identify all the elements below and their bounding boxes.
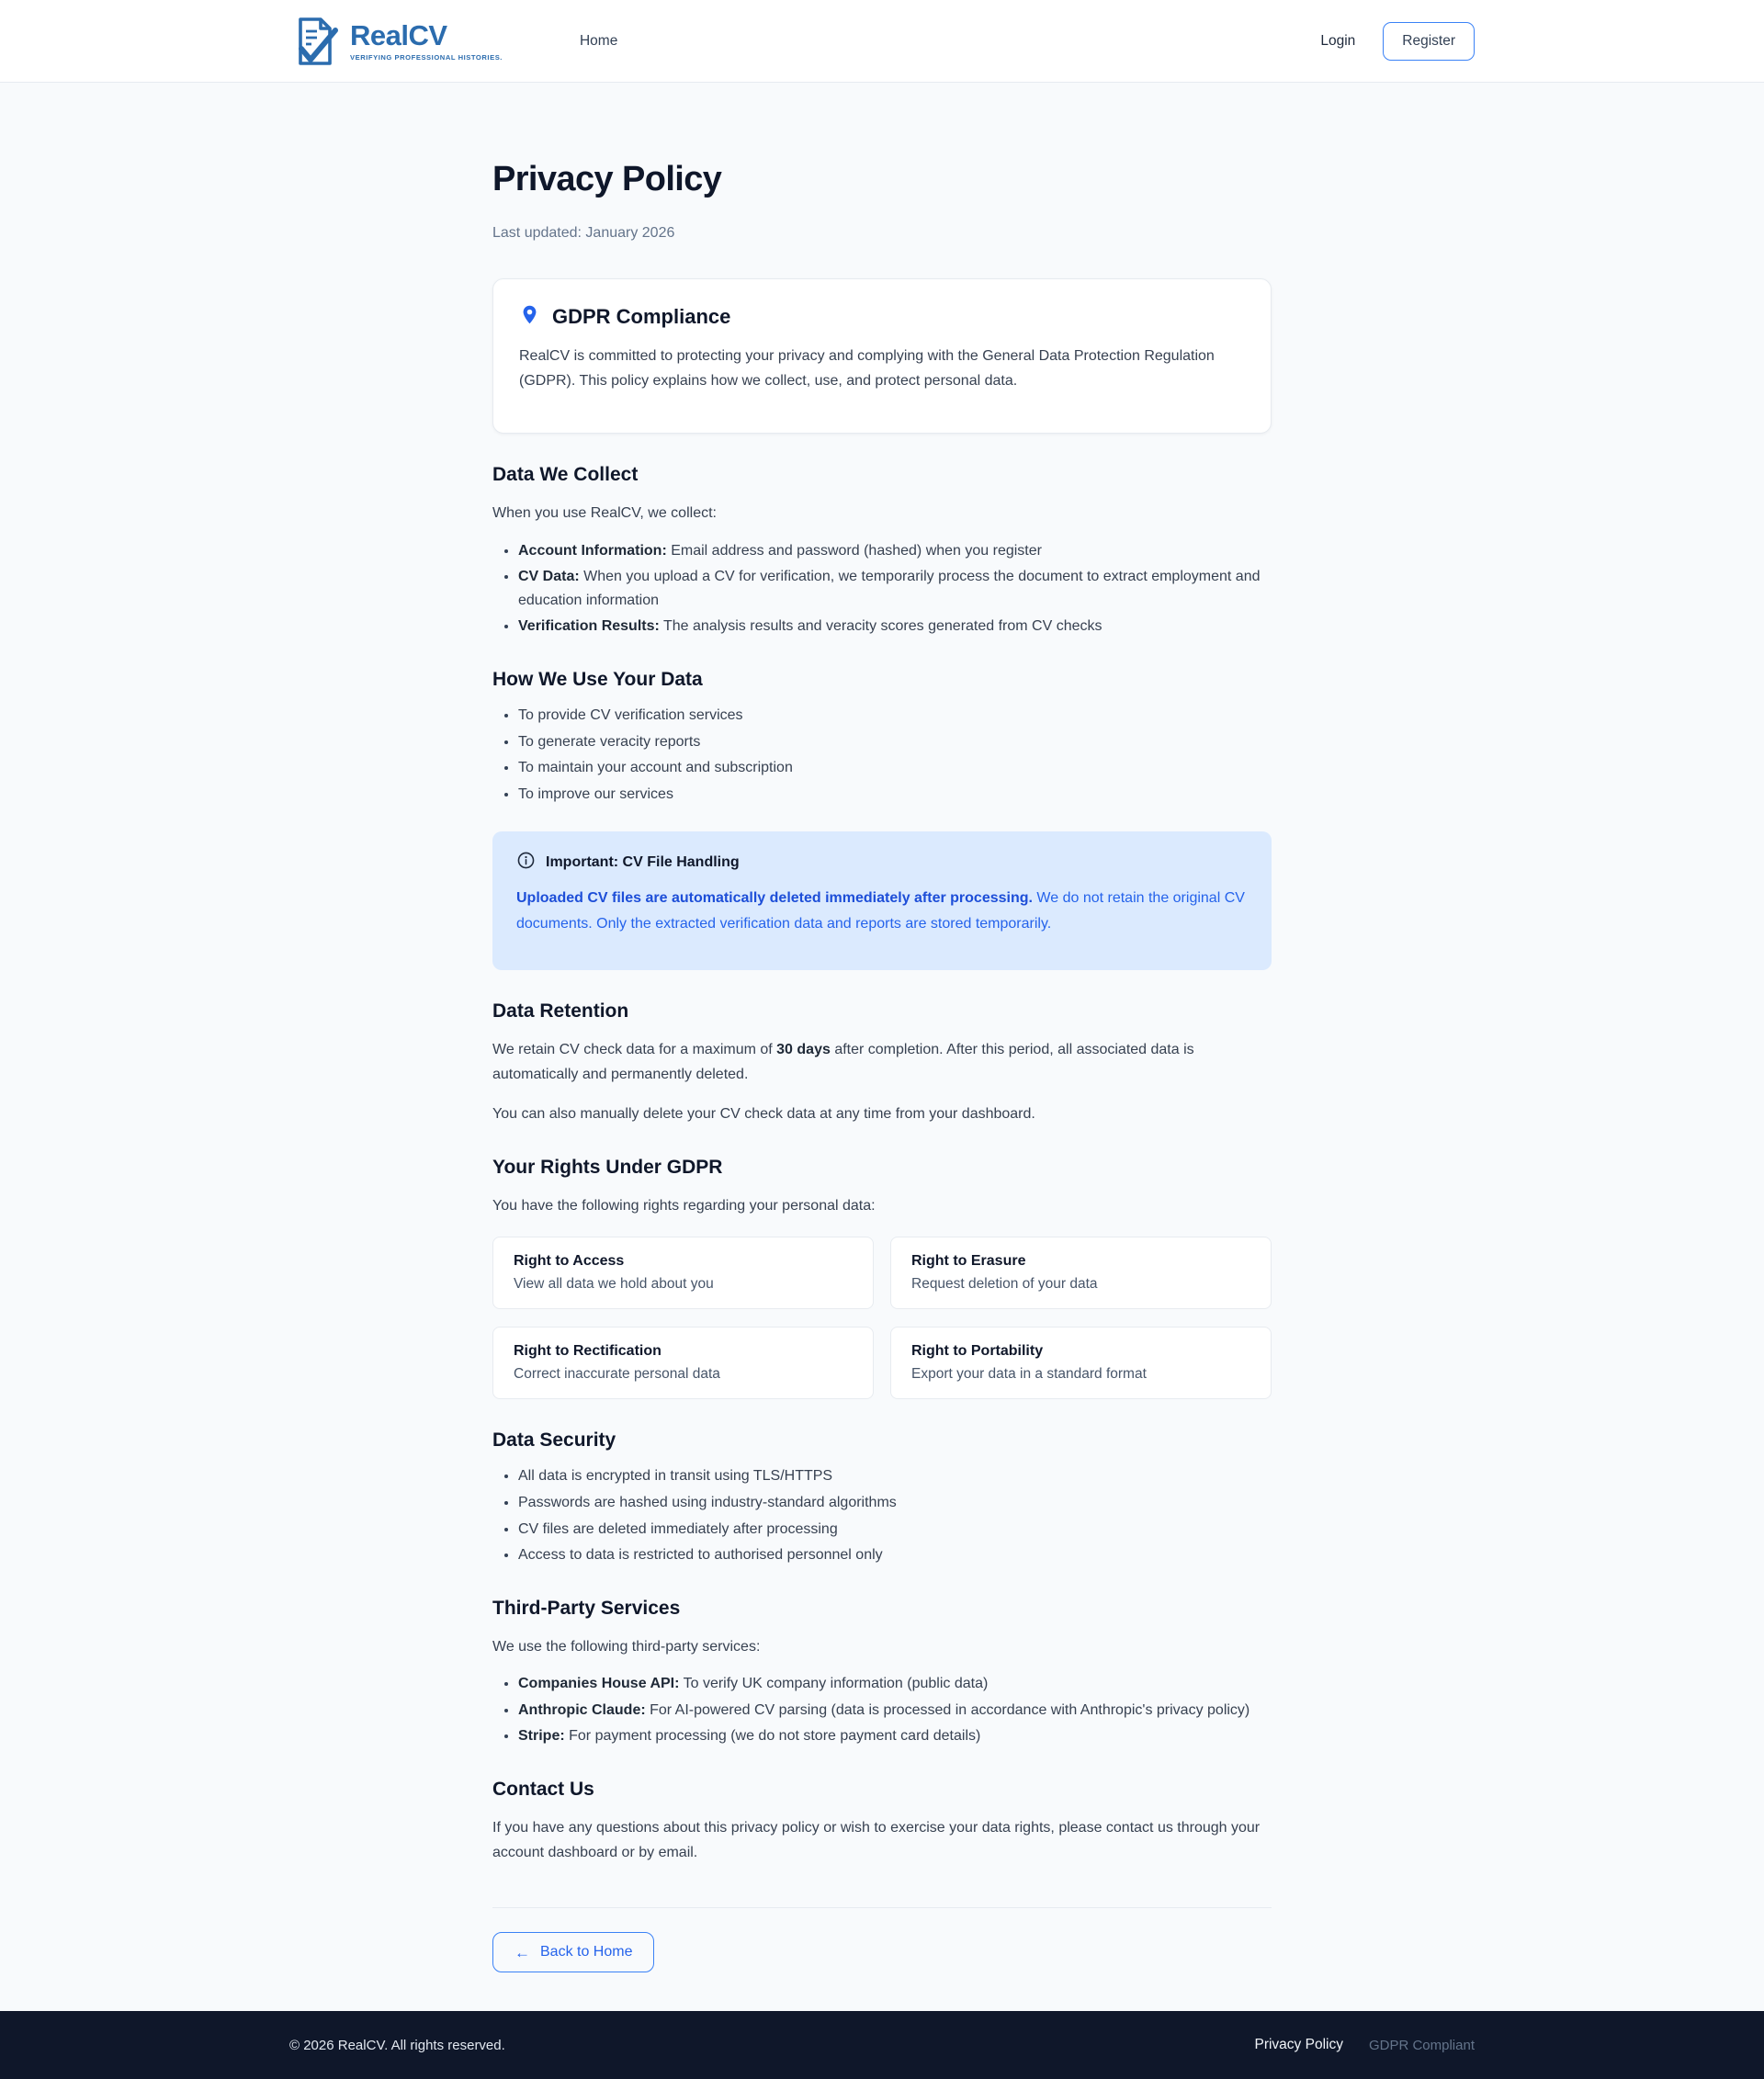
left-arrow-icon: ← bbox=[514, 1943, 530, 1961]
top-navigation-bar bbox=[0, 0, 1764, 83]
section-heading-contact: Contact Us bbox=[492, 1778, 594, 1800]
item-label: Verification Results: bbox=[518, 618, 660, 635]
list-item: • To improve our services bbox=[518, 783, 1272, 807]
section-heading-third-party: Third-Party Services bbox=[492, 1597, 681, 1619]
item-text: For payment processing (we do not store payment card details) bbox=[564, 1728, 981, 1745]
right-card-access bbox=[492, 1237, 874, 1309]
third-party-list bbox=[492, 1672, 1272, 1748]
item-text: The analysis results and veracity scores generated from CV checks bbox=[659, 618, 1102, 635]
copyright-text: © 2026 RealCV. All rights reserved. bbox=[289, 2037, 505, 2053]
item-text: Email address and password (hashed) when you register bbox=[666, 542, 1042, 559]
section-heading-rights: Your Rights Under GDPR bbox=[492, 1157, 723, 1179]
right-card-title: Right to Portability bbox=[911, 1343, 1044, 1360]
section-heading-data-retention: Data Retention bbox=[492, 1000, 629, 1022]
right-card-desc: Export your data in a standard format bbox=[911, 1366, 1147, 1383]
back-to-home-button[interactable] bbox=[492, 1932, 654, 1972]
info-box-title: Important: CV File Handling bbox=[546, 854, 740, 871]
map-pin-icon bbox=[519, 304, 540, 330]
rights-intro: You have the following rights regarding your personal data: bbox=[492, 1198, 876, 1215]
logo-name: RealCV bbox=[350, 18, 447, 51]
right-card-portability bbox=[890, 1327, 1272, 1399]
data-retention-paragraph bbox=[492, 1037, 1272, 1087]
list-item: • CV files are deleted immediately after processing bbox=[518, 1518, 1272, 1542]
login-link[interactable]: Login bbox=[1320, 32, 1356, 49]
data-we-collect-list bbox=[492, 539, 1272, 638]
text-segment: We retain CV check data for a maximum of bbox=[492, 1041, 777, 1057]
right-card-title: Right to Erasure bbox=[911, 1253, 1026, 1270]
right-card-title: Right to Access bbox=[514, 1253, 625, 1270]
item-label: Anthropic Claude: bbox=[518, 1701, 646, 1718]
data-retention-paragraph-2: You can also manually delete your CV check data at any time from your dashboard. bbox=[492, 1106, 1035, 1123]
rights-grid bbox=[492, 1237, 1272, 1399]
list-item: • Passwords are hashed using industry-standard algorithms bbox=[518, 1491, 1272, 1515]
third-party-intro: We use the following third-party services: bbox=[492, 1638, 761, 1655]
info-icon bbox=[516, 851, 536, 875]
contact-paragraph: If you have any questions about this privacy policy or wish to exercise your data rights, please contact us through your account dashboard or by email. bbox=[492, 1819, 1261, 1860]
right-card-desc: Request deletion of your data bbox=[911, 1276, 1098, 1293]
page-title: Privacy Policy bbox=[492, 160, 722, 198]
document-check-logo-icon bbox=[289, 16, 341, 67]
item-text: When you upload a CV for verification, we temporarily process the document to extract employment and education information bbox=[518, 569, 1261, 608]
list-item: • To maintain your account and subscription bbox=[518, 756, 1272, 780]
list-item: • Access to data is restricted to authorised personnel only bbox=[518, 1543, 1272, 1567]
gdpr-card-body: RealCV is committed to protecting your privacy and complying with the General Data Protection Regulation (GDPR). This policy explains how we collect, use, and protect personal data. bbox=[519, 348, 1215, 390]
footer-privacy-policy-link[interactable]: Privacy Policy bbox=[1254, 2037, 1343, 2053]
list-item bbox=[518, 1699, 1272, 1723]
item-label: Stripe: bbox=[518, 1728, 565, 1745]
gdpr-card-title: GDPR Compliance bbox=[552, 305, 731, 328]
last-updated-text: Last updated: January 2026 bbox=[492, 225, 675, 241]
info-box-body bbox=[516, 886, 1248, 935]
register-button[interactable]: Register bbox=[1383, 22, 1475, 61]
item-label: Companies House API: bbox=[518, 1676, 680, 1691]
right-card-desc: View all data we hold about you bbox=[514, 1276, 714, 1293]
item-label: Account Information: bbox=[518, 542, 667, 559]
auth-actions bbox=[1320, 22, 1475, 61]
list-item: • All data is encrypted in transit using TLS/HTTPS bbox=[518, 1464, 1272, 1488]
right-card-erasure bbox=[890, 1237, 1272, 1309]
cv-file-handling-info-box bbox=[492, 831, 1272, 969]
footer bbox=[0, 2011, 1764, 2079]
data-security-list bbox=[492, 1464, 1272, 1566]
text-segment: after completion. After this period, all associated data is automatically and permanently deleted. bbox=[492, 1041, 1194, 1082]
list-item: • To generate veracity reports bbox=[518, 730, 1272, 754]
section-heading-data-we-collect: Data We Collect bbox=[492, 464, 639, 486]
right-card-rectification bbox=[492, 1327, 874, 1399]
list-item bbox=[518, 539, 1272, 563]
data-we-collect-intro: When you use RealCV, we collect: bbox=[492, 505, 717, 522]
bold-30-days: 30 days bbox=[776, 1041, 831, 1057]
item-text: To verify UK company information (public data) bbox=[679, 1676, 989, 1691]
info-box-rest: We do not retain the original CV documents. Only the extracted verification data and reports are stored temporarily. bbox=[516, 890, 1245, 932]
gdpr-compliant-badge: GDPR Compliant bbox=[1368, 2037, 1475, 2053]
logo-tagline: VERIFYING PROFESSIONAL HISTORIES. bbox=[350, 52, 503, 62]
info-box-lead: Uploaded CV files are automatically deleted immediately after processing. bbox=[516, 890, 1033, 907]
nav-home-link[interactable]: Home bbox=[579, 32, 618, 49]
main-content bbox=[0, 83, 1764, 2011]
list-item bbox=[518, 1724, 1272, 1748]
item-text: For AI-powered CV parsing (data is processed in accordance with Anthropic's privacy policy) bbox=[645, 1701, 1250, 1718]
list-item bbox=[518, 615, 1272, 638]
list-item bbox=[518, 565, 1272, 612]
divider bbox=[492, 1907, 1272, 1908]
realcv-logo[interactable] bbox=[289, 16, 503, 67]
right-card-title: Right to Rectification bbox=[514, 1343, 662, 1360]
main-nav bbox=[580, 33, 617, 50]
back-to-home-label: Back to Home bbox=[540, 1944, 633, 1960]
how-we-use-list bbox=[492, 704, 1272, 806]
section-heading-how-we-use: How We Use Your Data bbox=[492, 668, 703, 690]
section-heading-data-security: Data Security bbox=[492, 1429, 616, 1452]
gdpr-compliance-card bbox=[492, 278, 1272, 434]
right-card-desc: Correct inaccurate personal data bbox=[514, 1366, 720, 1383]
list-item bbox=[518, 1672, 1272, 1696]
item-label: CV Data: bbox=[518, 569, 580, 585]
list-item: • To provide CV verification services bbox=[518, 704, 1272, 728]
